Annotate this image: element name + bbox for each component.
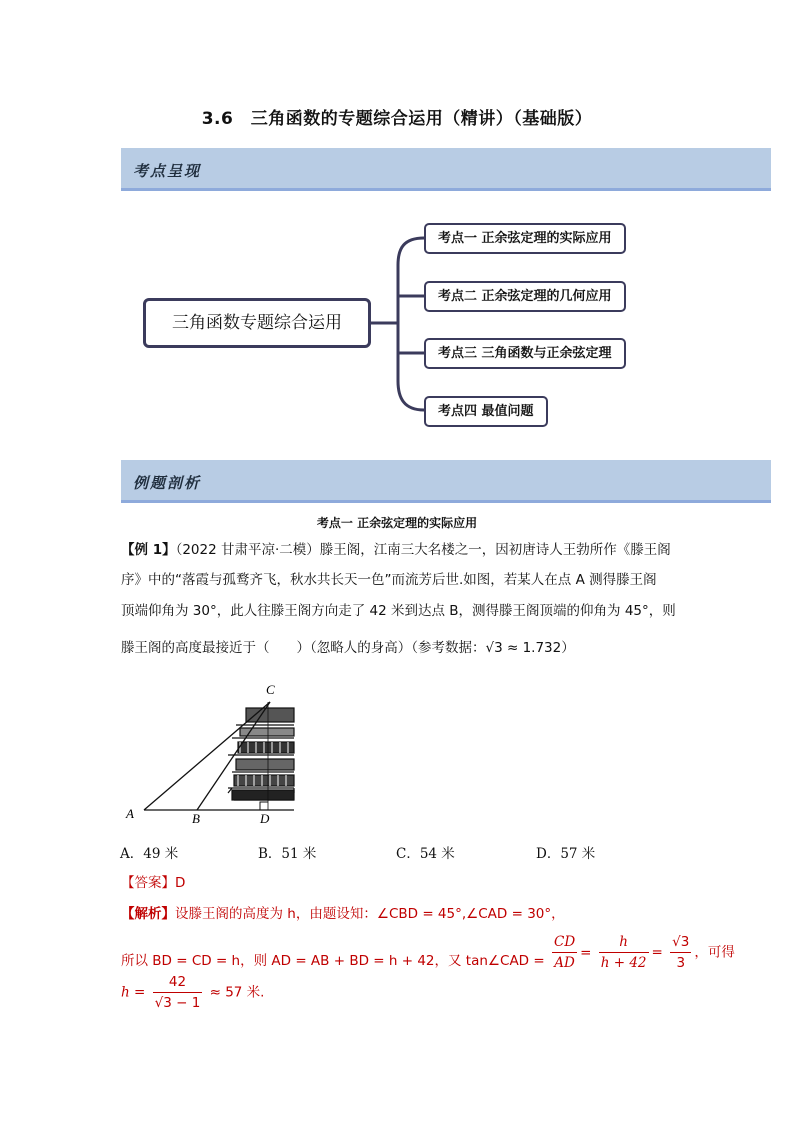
example-line-2: 序》中的“落霞与孤鹜齐飞，秋水共长天一色”而流芳后世.如图，若某人在点 A 测得滕王阁 xyxy=(121,572,657,588)
answer-line: 【答案】D xyxy=(121,875,186,891)
frac-den: 3 xyxy=(676,955,686,971)
document-title: 3.6 三角函数的专题综合运用（精讲）（基础版） xyxy=(201,109,593,129)
equals-sign-2: = xyxy=(651,944,663,961)
point-label-a: A xyxy=(126,806,134,821)
point-label-b: B xyxy=(192,811,200,825)
option-d: D．57 米 xyxy=(536,846,596,862)
example-line-3: 顶端仰角为 30°，此人往滕王阁方向走了 42 米到达点 B，测得滕王阁顶端的仰角为 45°，则 xyxy=(121,603,676,619)
option-a: A．49 米 xyxy=(120,846,179,862)
analysis-result: ≈ 57 米. xyxy=(209,984,265,1001)
mindmap-branch-4: 考点四 最值问题 xyxy=(424,396,548,427)
section-band-label: 考点呈现 xyxy=(133,162,202,180)
fraction-cd-ad xyxy=(552,932,577,973)
analysis-text-2: 所以 BD = CD = h，则 AD = AB + BD = h + 42，又 tan∠CAD = xyxy=(121,952,545,969)
frac-num: √3 xyxy=(670,932,691,953)
analysis-line-2 xyxy=(121,932,735,972)
mindmap-branch-2: 考点二 正余弦定理的几何应用 xyxy=(424,281,626,312)
example-line-4: 滕王阁的高度最接近于（ ）（忽略人的身高）（参考数据：√3 ≈ 1.732） xyxy=(121,640,575,656)
frac-den: AD xyxy=(554,955,575,971)
section-band-label: 例题剖析 xyxy=(133,474,202,492)
frac-num: 42 xyxy=(153,972,203,993)
pavilion-figure xyxy=(120,680,300,825)
point-label-d: D xyxy=(260,811,270,825)
analysis-tag: 【解析】 xyxy=(121,906,175,922)
analysis-line-1 xyxy=(121,904,565,924)
fraction-h xyxy=(599,932,649,973)
analysis-text-3: ，可得 xyxy=(694,944,735,961)
fraction-42 xyxy=(153,972,203,1013)
analysis-text-1: 设滕王阁的高度为 h，由题设知：∠CBD = 45°,∠CAD = 30°， xyxy=(175,906,565,922)
mindmap-root-node: 三角函数专题综合运用 xyxy=(143,298,371,348)
analysis-line-3 xyxy=(121,972,264,1012)
option-c: C．54 米 xyxy=(396,846,455,862)
fraction-sqrt3 xyxy=(670,932,691,973)
mindmap-branch-1: 考点一 正余弦定理的实际应用 xyxy=(424,223,626,254)
frac-den: h + 42 xyxy=(600,955,647,971)
example-tag: 【例 1】 xyxy=(121,542,176,558)
topic-heading: 考点一 正余弦定理的实际应用 xyxy=(316,516,478,530)
frac-den: √3 − 1 xyxy=(154,995,201,1011)
section-band-example xyxy=(121,460,771,503)
frac-num: CD xyxy=(552,932,577,953)
option-b: B．51 米 xyxy=(258,846,317,862)
frac-num: h xyxy=(599,932,649,953)
example-text: （2022 甘肃平凉·二模）滕王阁，江南三大名楼之一，因初唐诗人王勃所作《滕王阁 xyxy=(175,542,671,558)
mindmap-branch-3: 考点三 三角函数与正余弦定理 xyxy=(424,338,626,369)
point-label-c: C xyxy=(266,682,275,697)
analysis-h-eq: h = xyxy=(121,984,146,1001)
equals-sign-1: = xyxy=(580,944,592,961)
example-line-1 xyxy=(121,540,671,560)
